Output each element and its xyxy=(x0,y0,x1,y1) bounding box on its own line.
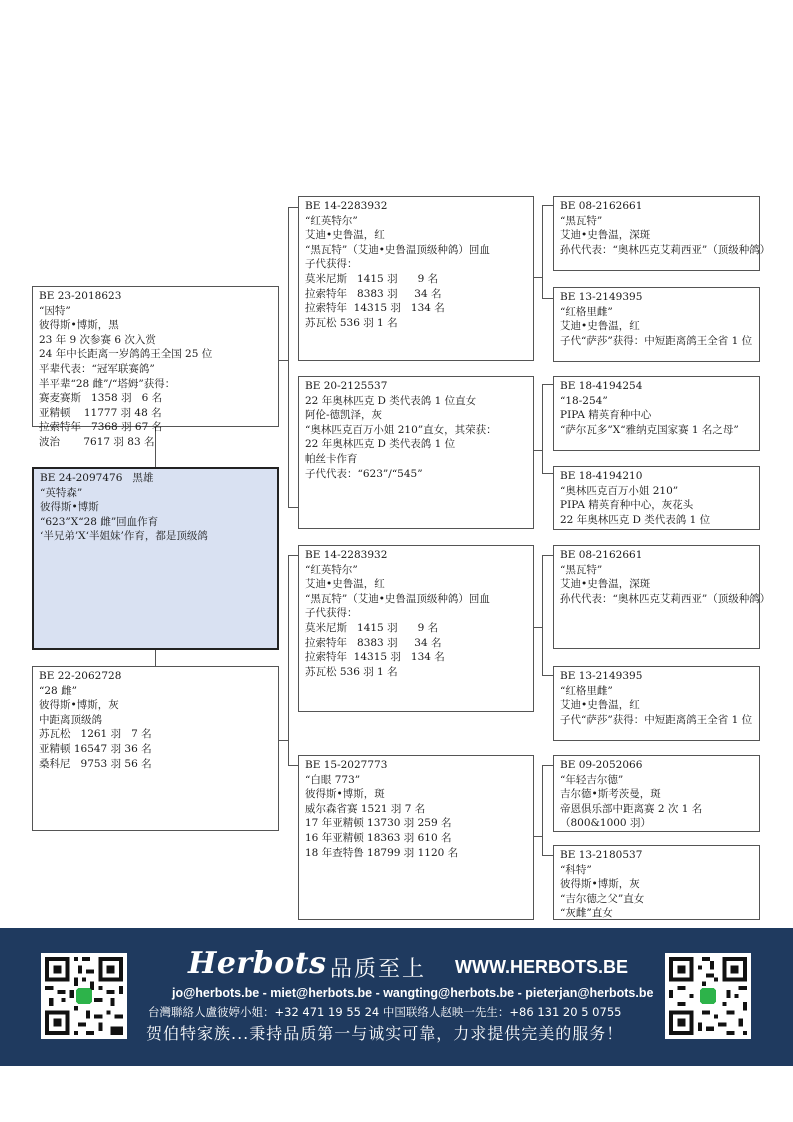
ring-number: BE 13-2149395 xyxy=(560,670,643,682)
tagline: 贺伯特家族...秉持品质第一与诚实可靠，力求提供完美的服务！ xyxy=(146,1024,624,1043)
contact-numbers: 台灣聯絡人盧彼婷小姐：+32 471 19 55 24 中国联络人赵映一先生：+86 131 20 5 0755 xyxy=(148,1005,622,1019)
pedigree-line: “奥林匹克百万小姐 210”直女，其荣获： xyxy=(305,423,497,436)
pedigree-line: 艾迪•史鲁温，深斑 xyxy=(560,578,651,591)
pedigree-line: 苏瓦松 536 羽 1 名 xyxy=(305,665,398,678)
pedigree-line: 苏瓦松 536 羽 1 名 xyxy=(305,316,398,329)
ring-number: BE 18-4194254 xyxy=(560,380,643,392)
pedigree-line: “白眼 773” xyxy=(305,773,361,786)
connector xyxy=(288,765,298,766)
ring-number: BE 09-2052066 xyxy=(560,759,643,771)
pedigree-line: 彼得斯•博斯，灰 xyxy=(560,878,640,891)
gg7-box xyxy=(553,755,760,832)
pedigree-line: 子代“萨莎”获得：中短距离鸽王全省 1 位 xyxy=(560,713,753,726)
pedigree-line: 孙代代表：“奥林匹克艾莉西亚”（顶级种鸽） xyxy=(560,592,771,605)
pedigree-line: 拉索特年 8383 羽 34 名 xyxy=(305,636,442,649)
ring-number: BE 13-2149395 xyxy=(560,291,643,303)
gg4-box xyxy=(553,466,760,530)
ring-number: BE 14-2283932 xyxy=(305,549,388,561)
connector xyxy=(534,450,542,451)
pedigree-line: 22 年奥林匹克 D 类代表鸽 1 位 xyxy=(305,438,456,451)
pedigree-line: 亚精顿 11777 羽 48 名 xyxy=(39,406,162,419)
pedigree-line: “因特” xyxy=(39,304,71,317)
pedigree-line: 艾迪•史鲁温，红 xyxy=(560,320,640,333)
connector xyxy=(542,855,553,856)
connector xyxy=(279,360,288,361)
pedigree-line: 平辈代表：“冠军联赛鸽” xyxy=(39,362,155,375)
website-link[interactable]: WWW.HERBOTS.BE xyxy=(455,957,628,977)
pedigree-line: 拉索特年 14315 羽 134 名 xyxy=(305,302,445,315)
gg1-box xyxy=(553,196,771,271)
pedigree-line: 赛麦赛斯 1358 羽 6 名 xyxy=(39,392,163,405)
pedigree-line: “萨尔瓦多”X“雅纳克国家赛 1 名之母” xyxy=(560,423,739,436)
pedigree-line: 18 年查特鲁 18799 羽 1120 名 xyxy=(305,846,459,859)
connector xyxy=(534,627,542,628)
pedigree-line: 彼得斯•博斯，黑 xyxy=(39,319,119,332)
pedigree-line: 艾迪•史鲁温，红 xyxy=(560,699,640,712)
pedigree-line: 阿伦-德凯泽，灰 xyxy=(305,409,383,422)
pedigree-line: 拉索特年 14315 羽 134 名 xyxy=(305,651,445,664)
pedigree-line: 17 年亚精顿 13730 羽 259 名 xyxy=(305,817,452,830)
connector xyxy=(534,277,542,278)
pedigree-line: “奥林匹克百万小姐 210” xyxy=(560,484,679,497)
ring-number: BE 14-2283932 xyxy=(305,200,388,212)
connector xyxy=(542,473,553,474)
pedigree-line: “黑瓦特” xyxy=(560,214,603,227)
pedigree-line: “红英特尔” xyxy=(305,214,358,227)
connector xyxy=(542,765,553,766)
ring-number: BE 08-2162661 xyxy=(560,200,643,212)
pedigree-line: 16 年亚精顿 18363 羽 610 名 xyxy=(305,831,452,844)
pedigree-line: “灰雌”直女 xyxy=(560,907,613,920)
pedigree-line: 子代“萨莎”获得：中短距离鸽王全省 1 位 xyxy=(560,334,753,347)
pedigree-line: “英特森” xyxy=(40,486,83,499)
connector xyxy=(542,675,553,676)
pedigree-line: “吉尔德之父”直女 xyxy=(560,892,645,905)
pedigree-line: 子代获得： xyxy=(305,607,358,620)
dam-box xyxy=(32,666,279,831)
pedigree-line: 22 年奥林匹克 D 类代表鸽 1 位 xyxy=(560,513,711,526)
gg3-box xyxy=(553,376,760,451)
pedigree-line: “科特” xyxy=(560,863,592,876)
pedigree-line: 帕丝卡作育 xyxy=(305,452,358,465)
pedigree-line: 苏瓦松 1261 羽 7 名 xyxy=(39,728,152,741)
ring-number: BE 22-2062728 xyxy=(39,670,122,682)
pedigree-line: 艾迪•史鲁温，深斑 xyxy=(560,229,651,242)
pedigree-line: “红格里雌” xyxy=(560,684,613,697)
pedigree-line: 彼得斯•博斯，灰 xyxy=(39,699,119,712)
connector xyxy=(542,298,553,299)
gg2-box xyxy=(553,287,760,362)
pedigree-line: “红格里雌” xyxy=(560,305,613,318)
subject-box xyxy=(32,467,279,650)
pedigree-line: “红英特尔” xyxy=(305,563,358,576)
pedigree-line: 拉索特年 7368 羽 67 名 xyxy=(39,421,163,434)
pedigree-line: PIPA 精英育种中心 xyxy=(560,409,652,422)
pedigree-line: 23 年 9 次参赛 6 次入赏 xyxy=(39,333,156,346)
wechat-qr-code-right xyxy=(665,953,751,1039)
connector xyxy=(542,765,543,855)
pedigree-line: 莫米尼斯 1415 羽 9 名 xyxy=(305,272,439,285)
ring-number: BE 08-2162661 xyxy=(560,549,643,561)
gg6-box xyxy=(553,666,760,741)
pedigree-line: 波治 7617 羽 83 名 xyxy=(39,435,155,448)
gg8-box xyxy=(553,845,760,920)
connector xyxy=(542,205,553,206)
connector xyxy=(534,836,542,837)
connector xyxy=(542,384,553,385)
herbots-logo: Herbots xyxy=(188,946,327,981)
wechat-qr-code-left xyxy=(41,953,127,1039)
pedigree-line: 拉索特年 8383 羽 34 名 xyxy=(305,287,442,300)
ring-number: BE 23-2018623 xyxy=(39,290,122,302)
pedigree-line: “623”X“28 雌”回血作育 xyxy=(40,515,159,528)
connector xyxy=(542,555,543,675)
ring-number: BE 18-4194210 xyxy=(560,470,643,482)
connector xyxy=(288,507,298,508)
sire-dam-box xyxy=(298,376,534,529)
pedigree-line: 子代获得： xyxy=(305,258,358,271)
pedigree-line: 帝恩俱乐部中距离赛 2 次 1 名 xyxy=(560,802,703,815)
pedigree-line: 半平辈“28 雌”/“塔姆”获得： xyxy=(39,377,176,390)
gg5-box xyxy=(553,545,771,649)
pedigree-line: 威尔森省赛 1521 羽 7 名 xyxy=(305,802,426,815)
pedigree-line: 彼得斯•博斯 xyxy=(40,501,99,514)
dam-dam-box xyxy=(298,755,534,920)
connector xyxy=(279,740,288,741)
pedigree-line: “黑瓦特”（艾迪•史鲁温顶级种鸽）回血 xyxy=(305,243,490,256)
pedigree-line: 子代代表：“623”/“545” xyxy=(305,467,423,480)
connector xyxy=(155,650,156,666)
connector xyxy=(288,207,298,208)
pedigree-line: 24 年中长距离一岁鸽鸽王全国 25 位 xyxy=(39,348,213,361)
slogan: 品质至上 xyxy=(330,957,427,982)
pedigree-line: 艾迪•史鲁温，红 xyxy=(305,578,385,591)
pedigree-line: 彼得斯•博斯，斑 xyxy=(305,788,385,801)
connector xyxy=(542,555,553,556)
ring-number: BE 15-2027773 xyxy=(305,759,388,771)
pedigree-line: ‘半兄弟’X‘半姐妹’作育，都是顶级鸽 xyxy=(40,530,208,543)
pedigree-line: PIPA 精英育种中心，灰花头 xyxy=(560,499,694,512)
footer-banner xyxy=(0,928,793,1066)
ring-number: BE 20-2125537 xyxy=(305,380,388,392)
connector xyxy=(288,207,289,507)
connector xyxy=(288,555,298,556)
pedigree-line: 孙代代表：“奥林匹克艾莉西亚”（顶级种鸽） xyxy=(560,243,771,256)
pedigree-line: “18-254” xyxy=(560,394,608,407)
email-addresses[interactable]: jo@herbots.be - miet@herbots.be - wangting@herbots.be - pieterjan@herbots.be xyxy=(172,986,654,1000)
dam-sire-box xyxy=(298,545,534,712)
ring-number: BE 13-2180537 xyxy=(560,849,643,861)
pedigree-line: 艾迪•史鲁温，红 xyxy=(305,229,385,242)
pedigree-line: 亚精顿 16547 羽 36 名 xyxy=(39,742,152,755)
pedigree-line: “黑瓦特”（艾迪•史鲁温顶级种鸽）回血 xyxy=(305,592,490,605)
connector xyxy=(542,205,543,298)
pedigree-line: “黑瓦特” xyxy=(560,563,603,576)
connector xyxy=(542,384,543,473)
pedigree-line: 吉尔德•斯考茨曼，斑 xyxy=(560,788,661,801)
pedigree-line: （800&1000 羽） xyxy=(560,817,651,830)
pedigree-line: 桑科尼 9753 羽 56 名 xyxy=(39,757,152,770)
connector xyxy=(288,555,289,765)
sire-sire-box xyxy=(298,196,534,361)
ring-number: BE 24-2097476 黑雄 xyxy=(40,472,154,484)
pedigree-line: 中距离顶级鸽 xyxy=(39,713,102,726)
pedigree-line: 莫米尼斯 1415 羽 9 名 xyxy=(305,621,439,634)
pedigree-line: “年轻吉尔德” xyxy=(560,773,624,786)
pedigree-line: “28 雌” xyxy=(39,684,77,697)
sire-box xyxy=(32,286,279,448)
pedigree-line: 22 年奥林匹克 D 类代表鸽 1 位直女 xyxy=(305,394,477,407)
